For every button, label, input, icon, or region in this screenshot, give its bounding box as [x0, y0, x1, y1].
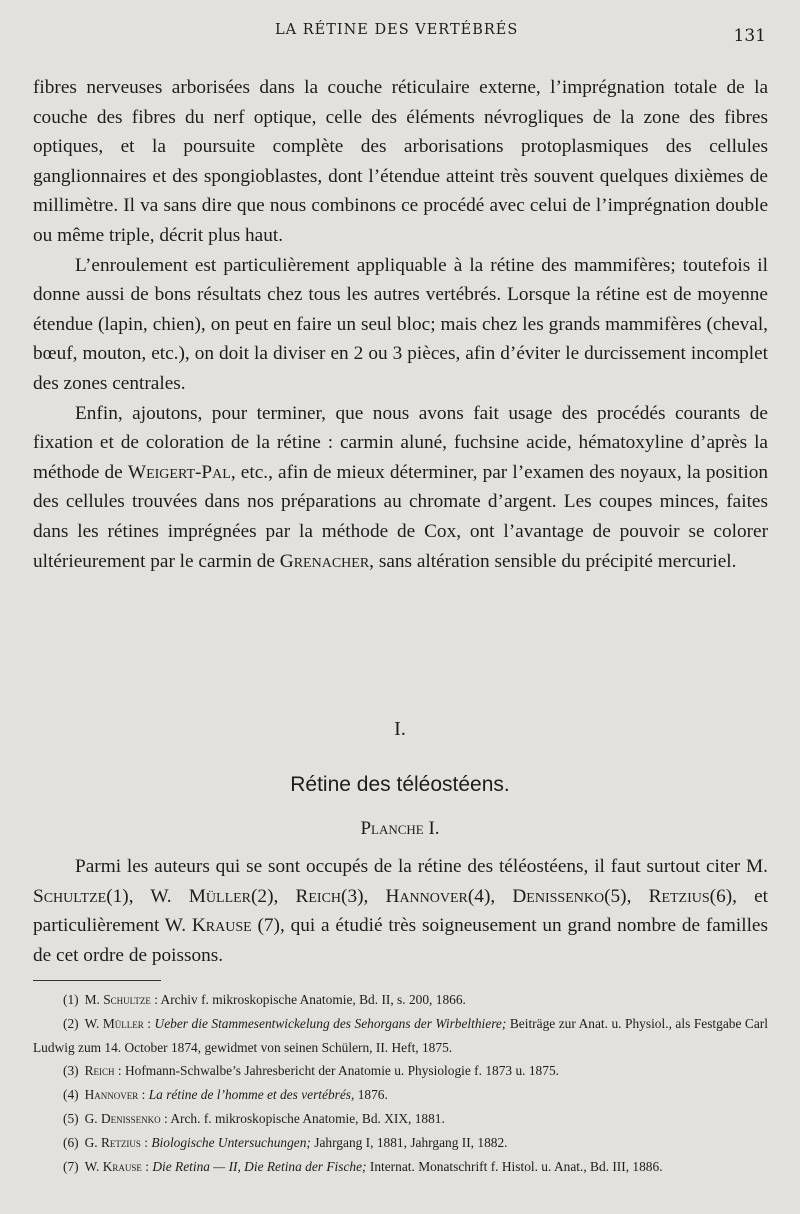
footnote-text: 1876.: [354, 1087, 388, 1103]
footnote: [33, 988, 768, 1012]
footnote: [33, 1012, 768, 1060]
footnote-number: (4): [63, 1087, 79, 1103]
paragraph-3-text: Enfin, ajoutons, pour terminer, que nous avons fait usage des procédés courants de fixation et de coloration de la rétine : carmin aluné, fuchsine acide, hématoxyline d’après la méthode de: [33, 402, 768, 483]
footnote-sep: :: [141, 1158, 153, 1174]
footnote-number: (1): [63, 992, 79, 1007]
footnote-number: (2): [63, 1015, 79, 1031]
text-run: (2),: [251, 885, 296, 907]
footnote-author: G. Denissenko: [84, 1110, 161, 1126]
text-run: (6), et particulièrement W.: [33, 885, 769, 937]
footnote-title: La rétine de l’homme et des vertébrés,: [148, 1087, 355, 1103]
author-name: Weigert-Pal: [127, 461, 231, 483]
author-name: Grenacher: [279, 550, 370, 572]
text-run: (5),: [604, 885, 649, 907]
author-name: Schultze: [33, 885, 107, 907]
footnote-text: Jahrgang I, 1881, Jahrgang II, 1882.: [310, 1134, 508, 1150]
running-title: LA RÉTINE DES VERTÉBRÉS: [275, 22, 519, 38]
text-run: (4),: [467, 885, 513, 907]
footnote-divider: [33, 980, 161, 981]
footnote-author: Hannover: [84, 1087, 139, 1103]
footnote-author: G. Retzius: [84, 1134, 141, 1150]
section-title: Rétine des téléostéens.: [290, 773, 510, 796]
paragraph-3: [33, 399, 768, 577]
footnote-text: Arch. f. mikroskopische Anatomie, Bd. XIX, 1881.: [170, 1110, 445, 1126]
text-run: Parmi les auteurs qui se sont occupés de la rétine des téléostéens, il faut surtout citer M.: [75, 856, 768, 877]
author-name: Müller: [188, 885, 252, 907]
footnote: [33, 1155, 768, 1179]
footnote-number: (3): [63, 1063, 79, 1079]
footnote: [33, 1083, 768, 1107]
footnote-title: Ueber die Stammesentwickelung des Sehorgans der Wirbelthiere;: [154, 1015, 507, 1031]
footnote: [33, 1059, 768, 1083]
paragraph-2: L’enroulement est particulièrement appliquable à la rétine des mammifères; toutefois il donne aussi de bons résultats chez tous les autres vertébrés. Lorsque la rétine est de moyenne étendue (lapin, chien), on peut en faire un seul bloc; mais chez les grands mammifères (cheval, bœuf, mouton, etc.), on doit la diviser en 2 ou 3 pièces, afin d’éviter le durcissement incomplet des zones centrales.: [33, 254, 768, 394]
footnote-sep: :: [143, 1015, 155, 1031]
footnote-author: Reich: [84, 1063, 115, 1079]
text-run: (1), W.: [106, 885, 189, 907]
footnote-title: Biologische Untersuchungen;: [151, 1134, 311, 1150]
footnote-sep: :: [114, 1063, 125, 1079]
body-text-section: [33, 852, 768, 970]
footnote-text: Archiv f. mikroskopische Anatomie, Bd. II, s. 200, 1866.: [160, 992, 466, 1007]
paragraph-3-text: , sans altération sensible du précipité mercuriel.: [369, 550, 737, 572]
footnote-sep: :: [150, 992, 161, 1007]
footnote-author: M. Schultze: [84, 992, 151, 1007]
footnote-title: Die Retina — II, Die Retina der Fische;: [152, 1158, 367, 1174]
footnote-number: (7): [63, 1158, 79, 1174]
text-run: (3),: [341, 885, 386, 907]
footnote-author: W. Krause: [84, 1158, 142, 1174]
footnote-sep: :: [138, 1087, 149, 1103]
paragraph-1: fibres nerveuses arborisées dans la couche réticulaire externe, l’imprégnation totale de la couche des fibres du nerf optique, celle des éléments névrogliques de la zone des fibres optiques, et la poursuite complète des arborisations protoplasmiques des cellules ganglionnaires et des spongioblastes, dont l’étendue atteint très souvent quelques dixièmes de millimètre. Il va sans dire que nous combinons ce procédé avec celui de l’imprégnation double ou même triple, décrit plus haut.: [33, 77, 768, 246]
footnote-text: Internat. Monatschrift f. Histol. u. Anat., Bd. III, 1886.: [366, 1158, 663, 1174]
paragraph-3-text: , etc., afin de mieux déterminer, par l’examen des noyaux, la position des cellules trouvées dans nos préparations au chromate d’argent. Les coupes minces, faites dans les rétines imprégnées par la méthode de Cox, ont l’avantage de pouvoir se colorer ultérieurement par le carmin de: [33, 461, 768, 572]
footnote-number: (6): [63, 1134, 79, 1150]
body-text: [33, 73, 768, 576]
author-name: Denissenko: [512, 885, 605, 907]
footnote: [33, 1131, 768, 1155]
footnotes: [33, 988, 768, 1178]
running-head: [0, 22, 800, 48]
footnote-author: W. Müller: [84, 1015, 144, 1031]
author-name: Krause: [191, 915, 252, 937]
section-number: I.: [394, 718, 406, 740]
footnote-sep: :: [160, 1110, 171, 1126]
author-name: Retzius: [648, 885, 710, 907]
plate-label: Planche I.: [360, 818, 440, 839]
footnote-text: Hofmann-Schwalbe’s Jahresbericht der Anatomie u. Physiologie f. 1873 u. 1875.: [124, 1063, 559, 1079]
footnote-number: (5): [63, 1110, 79, 1126]
footnote-text: Beiträge zur Anat. u. Physiol., als Festgabe Carl Ludwig zum 14. October 1874, gewidmet von seinen Schülern, II. Heft, 1875.: [33, 1015, 768, 1055]
author-name: Hannover: [385, 885, 468, 907]
footnote: [33, 1107, 768, 1131]
paragraph-4: [33, 852, 768, 970]
footnote-sep: :: [140, 1134, 152, 1150]
author-name: Reich: [295, 885, 342, 907]
page-number: 131: [733, 26, 766, 46]
text-run: (7), qui a étudié très soigneusement un grand nombre de familles de cet ordre de poissons.: [33, 915, 768, 966]
